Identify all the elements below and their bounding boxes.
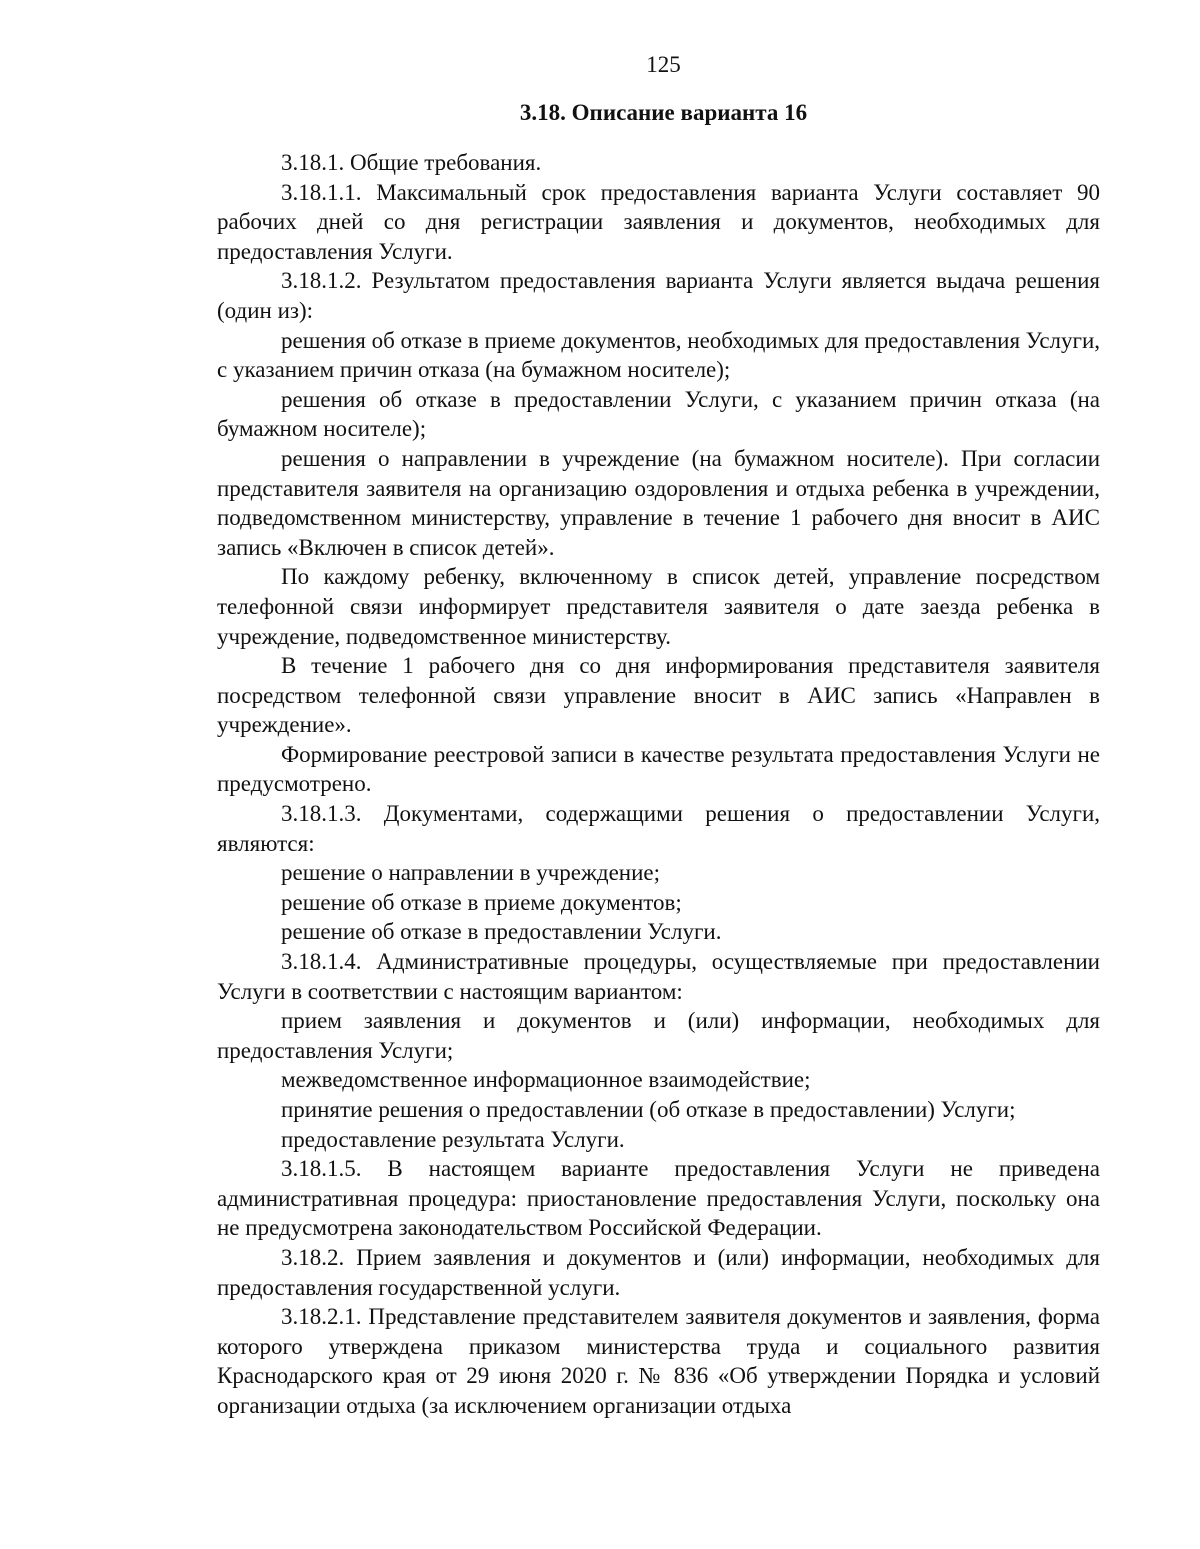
list-item: прием заявления и документов и (или) информации, необходимых для предоставления Услуги;	[217, 1008, 1100, 1063]
paragraph-general-requirements: 3.18.1. Общие требования.	[281, 150, 542, 175]
document-page	[217, 48, 1100, 1421]
list-item: межведомственное информационное взаимодействие;	[281, 1067, 811, 1093]
paragraph-submission: 3.18.2.1. Представление представителем заявителя документов и заявления, форма которого утверждена приказом министерства труда и социального развития Краснодарского края от 29 июня 2020 г. № 836 «Об утверждении Порядка и условий организации отдыха (за исключением организации отдыха	[217, 1304, 1100, 1418]
paragraph-acceptance-section: 3.18.2. Прием заявления и документов и (или) информации, необходимых для предоставления государственной услуги.	[217, 1244, 1100, 1300]
paragraph-record-directed: В течение 1 рабочего дня со дня информирования представителя заявителя посредством телефонной связи управление вносит в АИС запись «Направлен в учреждение».	[217, 653, 1100, 738]
list-item: решение о направлении в учреждение;	[281, 860, 661, 886]
paragraph-refusal-acceptance: решения об отказе в приеме документов, необходимых для предоставления Услуги, с указанием причин отказа (на бумажном носителе);	[217, 327, 1100, 383]
document-body	[217, 148, 1100, 1421]
paragraph-phone-inform: По каждому ребенку, включенному в список детей, управление посредством телефонной связи информирует представителя заявителя о дате заезда ребенка в учреждение, подведомственное министерству.	[217, 564, 1100, 649]
paragraph-refusal-provision: решения об отказе в предоставлении Услуги, с указанием причин отказа (на бумажном носителе);	[217, 386, 1100, 442]
list-item: принятие решения о предоставлении (об отказе в предоставлении) Услуги;	[281, 1097, 1016, 1122]
list-item: предоставление результата Услуги.	[281, 1126, 625, 1152]
paragraph-admin-procedures: 3.18.1.4. Административные процедуры, осуществляемые при предоставлении Услуги в соответствии с настоящим вариантом:	[217, 949, 1100, 1004]
paragraph-suspension-note: 3.18.1.5. В настоящем варианте предоставления Услуги не приведена административная процедура: приостановление предоставления Услуги, поскольку она не предусмотрена законодательством Российской Федерации.	[217, 1156, 1100, 1241]
paragraph-documents-decisions: 3.18.1.3. Документами, содержащими решения о предоставлении Услуги, являются:	[217, 801, 1100, 856]
list-item: решение об отказе в предоставлении Услуги.	[281, 919, 722, 945]
list-item: решение об отказе в приеме документов;	[281, 889, 682, 915]
section-title: 3.18. Описание варианта 16	[519, 100, 808, 125]
paragraph-max-term: 3.18.1.1. Максимальный срок предоставления варианта Услуги составляет 90 рабочих дней со дня регистрации заявления и документов, необходимых для предоставления Услуги.	[217, 179, 1100, 264]
paragraph-result: 3.18.1.2. Результатом предоставления варианта Услуги является выдача решения (один из):	[217, 268, 1100, 323]
paragraph-registry-record: Формирование реестровой записи в качестве результата предоставления Услуги не предусмотрено.	[217, 741, 1100, 797]
paragraph-referral-decision: решения о направлении в учреждение (на бумажном носителе). При согласии представителя заявителя на организацию оздоровления и отдыха ребенка в учреждении, подведомственном министерству, управление в течение 1 рабочего дня вносит в АИС запись «Включен в список детей».	[217, 445, 1100, 560]
page-number: 125	[646, 52, 681, 77]
